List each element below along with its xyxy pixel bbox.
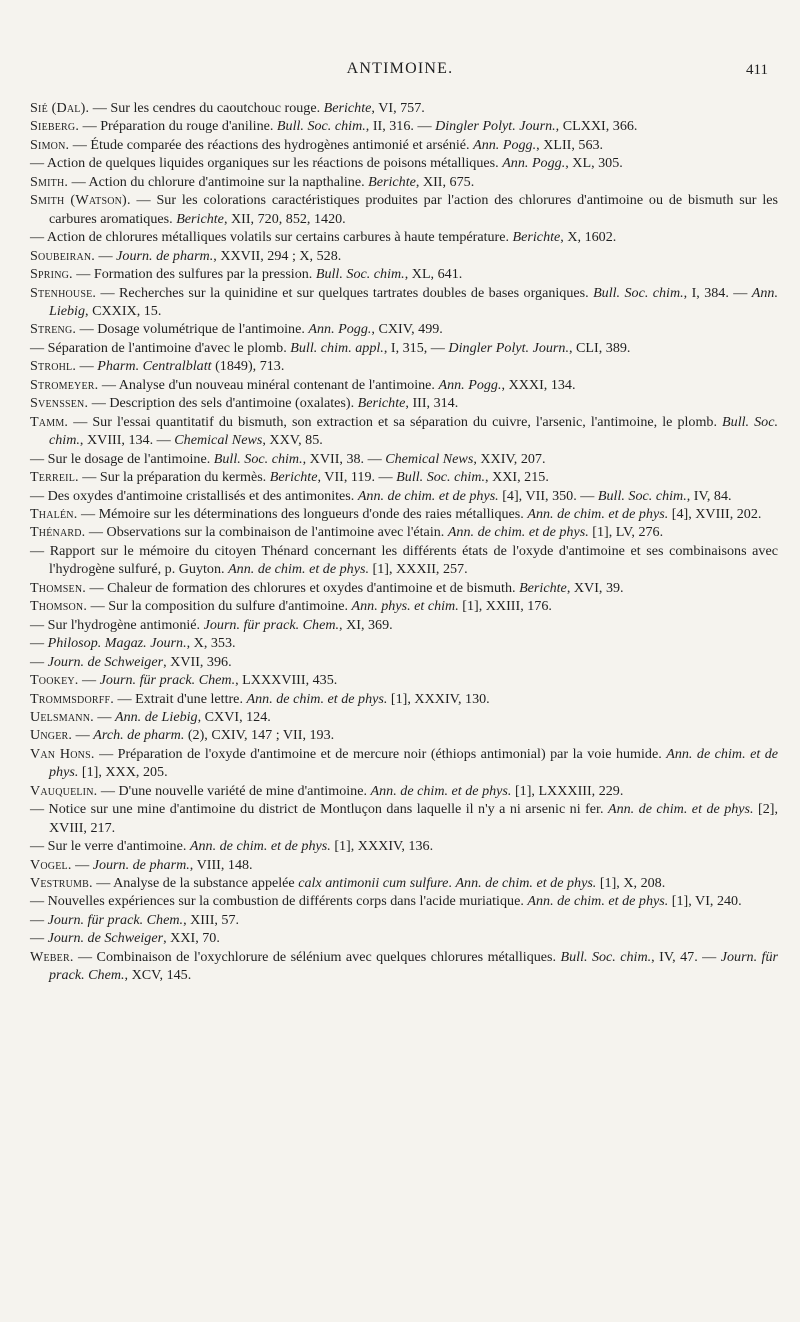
entry-author: Weber. [30,948,74,965]
entry-author: Svenssen. [30,395,89,412]
bibliography-entry [30,320,778,338]
entry-author: Thénard. [30,524,86,541]
running-head [0,60,800,86]
entry-text: — Préparation de l'oxyde d'antimoine et de mercure noir (éthiops antimonial) par la voie humide. Ann. de chim. et de phys. [1], XXX, 205. [49,745,779,781]
bibliography-entry [30,634,778,652]
entry-text: — Étude comparée des réactions des hydrogènes antimonié et arsénié. Ann. Pogg., XLII, 563. [69,136,604,153]
entry-text: — Ann. de Liebig, CXVI, 124. [93,708,271,725]
entry-text: — Journ. für prack. Chem., XIII, 57. [30,911,240,928]
entry-text: — Sur l'essai quantitatif du bismuth, son extraction et sa séparation du cuivre, l'arsenic, l'antimoine, le plomb. Bull. Soc. chim., XVIII, 134. — Chemical News, XXV, 85. [49,413,778,449]
entry-text: — Préparation du rouge d'aniline. Bull. Soc. chim., II, 316. — Dingler Polyt. Journ., CLXXI, 366. [79,118,638,135]
entry-text: — Journ. de pharm., VIII, 148. [71,856,253,873]
entry-text: — Journ. de Schweiger, XVII, 396. [30,653,232,670]
entry-author: Vogel. [30,856,72,873]
bibliography-entry [30,228,778,246]
entry-author: Soubeiran. [30,247,96,264]
entry-text: — D'une nouvelle variété de mine d'antimoine. Ann. de chim. et de phys. [1], LXXXIII, 229. [97,782,624,799]
entry-author: Streng. [30,321,77,338]
bibliography-entry [30,874,778,892]
entry-author: Thomson. [30,598,88,615]
entry-text: — Description des sels d'antimoine (oxalates). Berichte, III, 314. [88,395,459,412]
bibliography-entry [30,800,778,837]
entry-text: — Formation des sulfures par la pression. Bull. Soc. chim., XL, 641. [72,266,463,283]
entry-author: Thomsen. [30,579,86,596]
entry-author: Van Hons. [30,745,95,762]
entry-text: — Action du chlorure d'antimoine sur la napthaline. Berichte, XII, 675. [68,173,475,190]
bibliography-entry [30,154,778,172]
entry-author: Thalén. [30,505,78,522]
entry-text: — Arch. de pharm. (2), CXIV, 147 ; VII, 193. [72,727,335,744]
entry-text: — Mémoire sur les déterminations des longueurs d'onde des raies métalliques. Ann. de chim. et de phys. [4], XVIII, 202. [77,505,762,522]
entry-author: Stromeyer. [30,376,99,393]
bibliography-entry [30,450,778,468]
entry-text: — Sur l'hydrogène antimonié. Journ. für prack. Chem., XI, 369. [30,616,393,633]
entry-text: — Chaleur de formation des chlorures et oxydes d'antimoine et de bismuth. Berichte, XVI, 39. [85,579,624,596]
bibliography-entry [30,339,778,357]
entry-author: Terreil. [30,469,79,486]
bibliography-entry [30,671,778,689]
entry-text: — Sur les cendres du caoutchouc rouge. Berichte, VI, 757. [89,100,425,116]
bibliography-entry [30,376,778,394]
entry-author: Smith. [30,173,69,190]
bibliography-entry [30,394,778,412]
entry-author: Tookey. [30,672,79,689]
entry-text: — Des oxydes d'antimoine cristallisés et des antimonites. Ann. de chim. et de phys. [4], VII, 350. — Bull. Soc. chim., IV, 84. [30,487,732,504]
entry-text: — Action de chlorures métalliques volatils sur certains carbures à haute température. Berichte, X, 1602. [30,229,617,246]
entry-author: Vauquelin. [30,782,98,799]
bibliography-entry [30,856,778,874]
bibliography-entry [30,542,778,579]
bibliography-entry [30,523,778,541]
bibliography-entry [30,726,778,744]
entry-text: — Recherches sur la quinidine et sur quelques tartrates doubles de bases organiques. Bull. Soc. chim., I, 384. — Ann. Liebig, CXXIX, 15. [49,284,778,319]
entry-text: — Observations sur la combinaison de l'antimoine avec l'étain. Ann. de chim. et de phys. [1], LV, 276. [85,524,664,541]
bibliography-entry [30,911,778,929]
entry-author: Stenhouse. [30,284,97,301]
bibliography-entry [30,616,778,634]
bibliography-entry [30,99,778,117]
entry-text: — Journ. für prack. Chem., LXXXVIII, 435. [78,672,338,689]
bibliography-entry [30,579,778,597]
entry-author: Trommsdorff. [30,690,115,707]
entry-text: — Sur la préparation du kermès. Berichte, VII, 119. — Bull. Soc. chim., XXI, 215. [78,469,549,486]
entry-text: — Journ. de pharm., XXVII, 294 ; X, 528. [95,247,342,264]
bibliography-entry [30,191,778,228]
entry-text: — Notice sur une mine d'antimoine du district de Montluçon dans laquelle il n'y a ni arsenic ni fer. Ann. de chim. et de phys. [2], XVIII, 217. [30,801,778,836]
entry-text: — Dosage volumétrique de l'antimoine. Ann. Pogg., CXIV, 499. [76,321,443,338]
entry-author: Tamm. [30,413,69,430]
bibliography-entry [30,653,778,671]
bibliography-entry [30,357,778,375]
page-number: 411 [746,62,768,78]
bibliography-entry [30,247,778,265]
entry-text: — Sur le verre d'antimoine. Ann. de chim. et de phys. [1], XXXIV, 136. [30,838,434,855]
entry-text: — Sur le dosage de l'antimoine. Bull. Soc. chim., XVII, 38. — Chemical News, XXIV, 207. [30,450,546,467]
entry-text: — Sur la composition du sulfure d'antimoine. Ann. phys. et chim. [1], XXIII, 176. [87,598,552,615]
bibliography-entry [30,892,778,910]
entry-author: Vestrumb. [30,875,93,892]
entry-text: — Analyse d'un nouveau minéral contenant de l'antimoine. Ann. Pogg., XXXI, 134. [98,376,576,393]
entry-author: Sieberg. [30,118,80,135]
bibliography-entry [30,284,778,321]
entry-author: Spring. [30,266,73,283]
entry-text: — Action de quelques liquides organiques sur les réactions de poisons métalliques. Ann. Pogg., XL, 305. [30,155,623,172]
bibliography-entry [30,413,778,450]
entry-text: — Extrait d'une lettre. Ann. de chim. et de phys. [1], XXXIV, 130. [114,690,490,707]
entry-text: — Journ. de Schweiger, XXI, 70. [30,930,220,947]
entry-text: — Sur les colorations caractéristiques produites par l'action des chlorures d'antimoine ou de bismuth sur les carbures aromatiques. Berichte, XII, 720, 852, 1420. [49,192,779,227]
entry-text: — Analyse de la substance appelée calx antimonii cum sulfure. Ann. de chim. et de phys. [1], X, 208. [92,875,666,892]
bibliography-entry [30,468,778,486]
bibliography-entry [30,929,778,947]
bibliography-entry [30,173,778,191]
bibliography-entry [30,837,778,855]
entry-author: Unger. [30,727,73,744]
entry-author: Sié (Dal). [30,100,90,116]
page-title: ANTIMOINE. [346,60,454,77]
bibliography-entry [30,690,778,708]
bibliography-entry [30,597,778,615]
entry-text: — Rapport sur le mémoire du citoyen Thénard concernant les différents états de l'oxyde d'antimoine et ses combinaisons avec l'hydrogène sulfuré, p. Guyton. Ann. de chim. et de phys. [1], XXXII, 257. [30,542,778,578]
bibliography-entry [30,505,778,523]
entry-text: — Nouvelles expériences sur la combustion de différents corps dans l'acide muriatique. Ann. de chim. et de phys. [1], VI, 240. [30,893,742,910]
entry-author: Simon. [30,136,70,153]
entry-author: Smith (Watson). [30,192,131,209]
entry-text: — Combinaison de l'oxychlorure de sélénium avec quelques chlorures métalliques. Bull. Soc. chim., IV, 47. — Journ. für prack. Chem., XCV, 145. [49,948,779,984]
bibliography-list [30,99,778,985]
bibliography-entry [30,708,778,726]
bibliography-entry [30,265,778,283]
entry-author: Uelsmann. [30,708,94,725]
entry-text: — Séparation de l'antimoine d'avec le plomb. Bull. chim. appl., I, 315, — Dingler Polyt. Journ., CLI, 389. [30,339,631,356]
bibliography-entry [30,948,778,985]
entry-text: — Philosop. Magaz. Journ., X, 353. [30,635,236,652]
entry-author: Strohl. [30,358,77,375]
bibliography-entry [30,745,778,782]
entry-text: — Pharm. Centralblatt (1849), 713. [76,358,285,375]
bibliography-entry [30,117,778,135]
bibliography-entry [30,782,778,800]
bibliography-entry [30,136,778,154]
bibliography-entry [30,487,778,505]
